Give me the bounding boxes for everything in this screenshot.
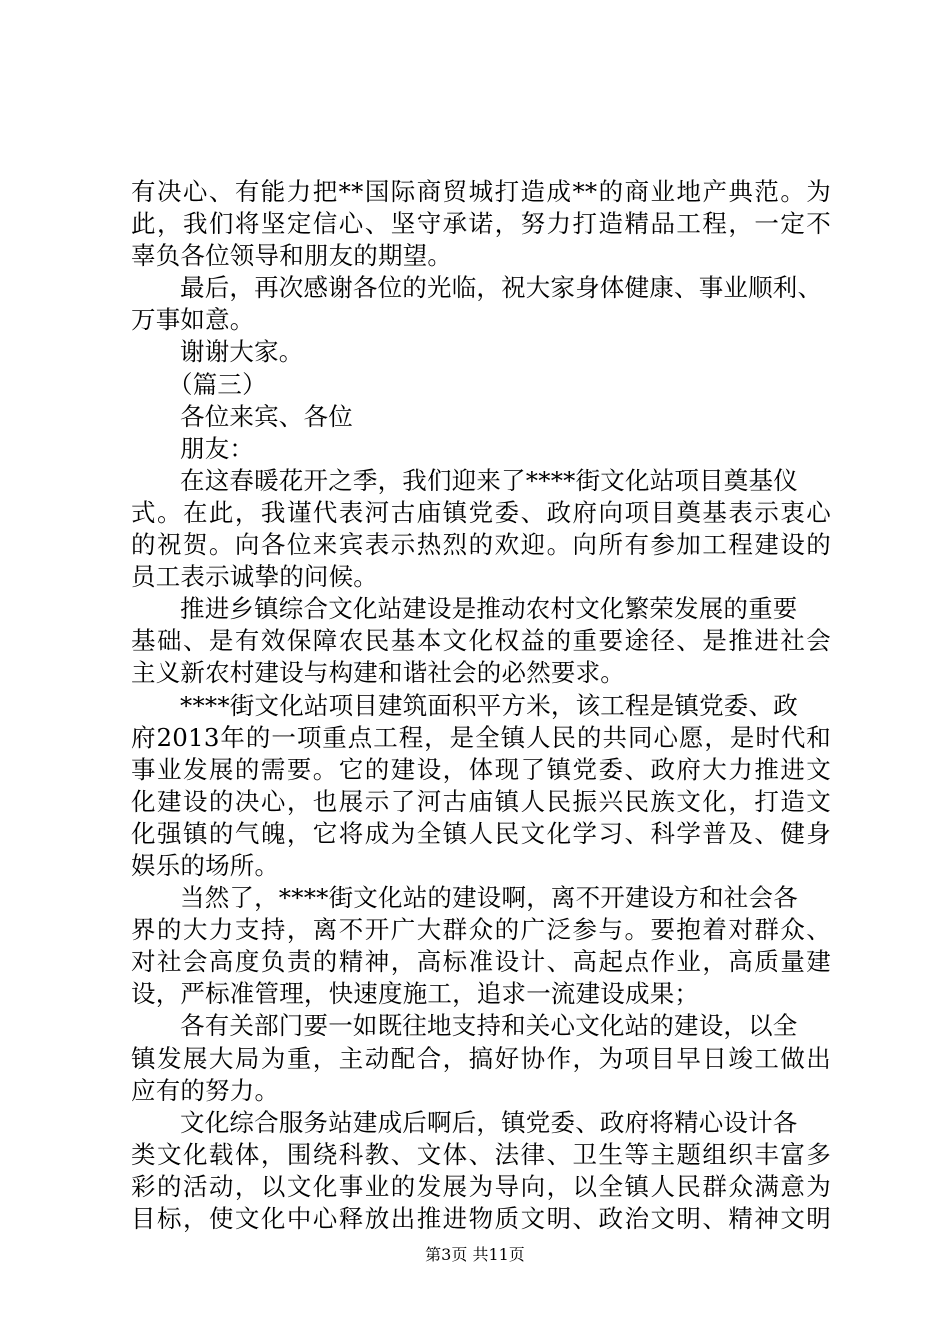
text-line: 在这春暖花开之季，我们迎来了****街文化站项目奠基仪 — [180, 465, 798, 495]
text-line: 此，我们将坚定信心、坚守承诺，努力打造精品工程，一定不 — [131, 209, 831, 239]
text-line: 府2013年的一项重点工程，是全镇人民的共同心愿，是时代和 — [131, 722, 831, 752]
text-line: 朋友： — [180, 433, 255, 463]
text-line: ****街文化站项目建筑面积平方米，该工程是镇党委、政 — [180, 690, 798, 720]
text-line: 娱乐的场所。 — [131, 850, 280, 880]
text-line: 各位来宾、各位 — [180, 401, 353, 431]
text-line: 应有的努力。 — [131, 1075, 280, 1105]
text-line: 当然了，****街文化站的建设啊，离不开建设方和社会各 — [180, 883, 798, 913]
text-line: 的祝贺。向各位来宾表示热烈的欢迎。向所有参加工程建设的 — [131, 530, 831, 560]
text-line: 目标，使文化中心释放出推进物质文明、政治文明、精神文明 — [131, 1204, 831, 1233]
text-line: （篇三） — [168, 369, 267, 399]
text-line: 设，严标准管理，快速度施工，追求一流建设成果； — [131, 979, 700, 1009]
text-line: 基础、是有效保障农民基本文化权益的重要途径、是推进社会 — [131, 626, 831, 656]
page-number-footer: 第3页 共11页 — [425, 1245, 525, 1264]
text-line: 谢谢大家。 — [180, 337, 304, 367]
text-line: 有决心、有能力把**国际商贸城打造成**的商业地产典范。为 — [131, 177, 831, 206]
text-line: 最后，再次感谢各位的光临，祝大家身体健康、事业顺利、 — [180, 273, 823, 303]
text-line: 各有关部门要一如既往地支持和关心文化站的建设，以全 — [180, 1011, 798, 1041]
text-line: 界的大力支持，离不开广大群众的广泛参与。要抱着对群众、 — [131, 915, 831, 945]
text-line: 类文化载体，围绕科教、文体、法律、卫生等主题组织丰富多 — [131, 1139, 831, 1169]
text-line: 式。在此，我谨代表河古庙镇党委、政府向项目奠基表示衷心 — [131, 497, 831, 527]
text-line: 文化综合服务站建成后啊后，镇党委、政府将精心设计各 — [180, 1107, 798, 1137]
text-line: 万事如意。 — [131, 305, 255, 335]
text-line: 主义新农村建设与构建和谐社会的必然要求。 — [131, 658, 625, 688]
text-line: 镇发展大局为重，主动配合，搞好协作，为项目早日竣工做出 — [131, 1043, 831, 1073]
text-line: 员工表示诚挚的问候。 — [131, 562, 378, 592]
document-body — [131, 176, 831, 1235]
text-line: 对社会高度负责的精神，高标准设计、高起点作业，高质量建 — [131, 947, 831, 977]
text-line: 推进乡镇综合文化站建设是推动农村文化繁荣发展的重要 — [180, 594, 798, 624]
text-line: 化建设的决心，也展示了河古庙镇人民振兴民族文化，打造文 — [131, 786, 831, 816]
text-line: 彩的活动，以文化事业的发展为导向，以全镇人民群众满意为 — [131, 1171, 831, 1201]
text-line: 辜负各位领导和朋友的期望。 — [131, 241, 453, 271]
text-line: 化强镇的气魄，它将成为全镇人民文化学习、科学普及、健身 — [131, 818, 831, 848]
text-line: 事业发展的需要。它的建设，体现了镇党委、政府大力推进文 — [131, 754, 831, 784]
